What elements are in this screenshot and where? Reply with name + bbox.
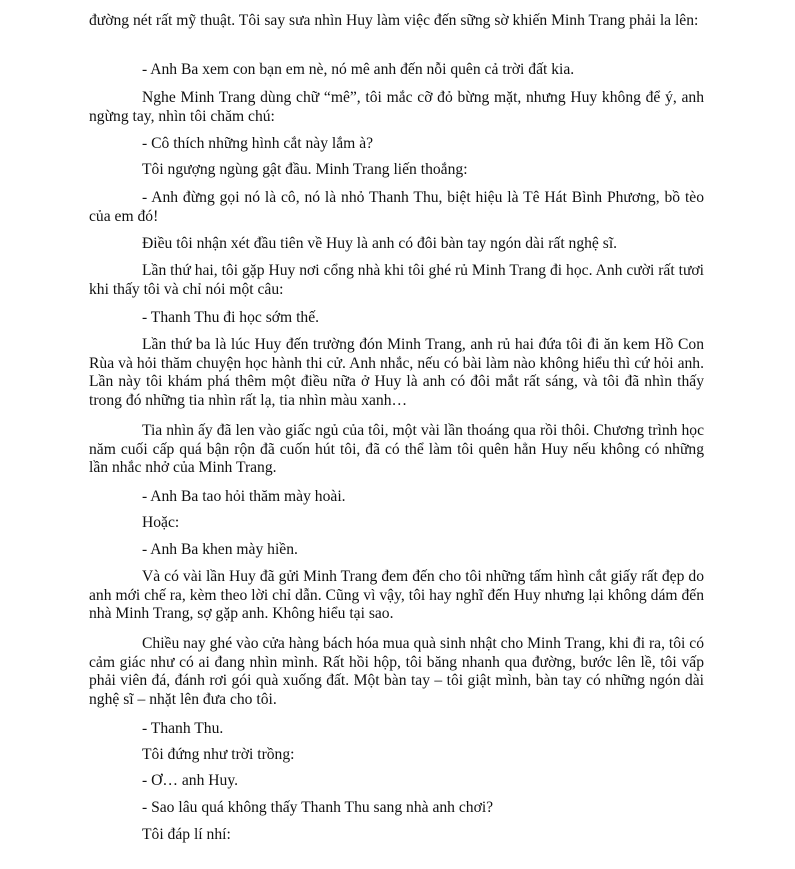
paragraph: Tôi ngượng ngùng gật đầu. Minh Trang liến thoắng: — [142, 161, 468, 178]
paragraph: Hoặc: — [142, 514, 180, 531]
dialogue-line: - Anh đừng gọi nó là cô, nó là nhỏ Thanh Thu, biệt hiệu là Tê Hát Bình Phương, bồ tèo của em đó! — [89, 189, 704, 225]
paragraph: Nghe Minh Trang dùng chữ “mê”, tôi mắc cỡ đỏ bừng mặt, nhưng Huy không để ý, anh ngừng tay, nhìn tôi chăm chú: — [89, 89, 704, 125]
paragraph: Lần thứ ba là lúc Huy đến trường đón Minh Trang, anh rủ hai đứa tôi đi ăn kem Hồ Con Rùa và hỏi thăm chuyện học hành thi cử. Anh nhắc, nếu có bài làm nào không hiểu thì cứ hỏi anh. Lần này tôi khám phá thêm một điều nữa ở Huy là anh có đôi mắt rất sáng, và tôi đã nhìn thấy trong đó những tia nhìn rất lạ, tia nhìn màu xanh… — [89, 336, 704, 409]
dialogue-line: - Anh Ba tao hỏi thăm mày hoài. — [142, 488, 346, 505]
dialogue-line: - Anh Ba khen mày hiền. — [142, 541, 298, 558]
dialogue-line: - Ơ… anh Huy. — [142, 772, 238, 789]
paragraph: Lần thứ hai, tôi gặp Huy nơi cổng nhà khi tôi ghé rủ Minh Trang đi học. Anh cười rất tươi khi thấy tôi và chỉ nói một câu: — [89, 262, 704, 298]
dialogue-line: - Thanh Thu. — [142, 720, 224, 737]
paragraph: Chiều nay ghé vào cửa hàng bách hóa mua quà sinh nhật cho Minh Trang, khi đi ra, tôi có cảm giác như có ai đang nhìn mình. Rất hồi hộp, tôi băng nhanh qua đường, bước lên lề, tôi vấp phải viên đá, đánh rơi gói quà xuống đất. Một bàn tay – tôi giật mình, bàn tay có những ngón dài nghệ sĩ – nhặt lên đưa cho tôi. — [89, 635, 704, 708]
dialogue-line: - Anh Ba xem con bạn em nè, nó mê anh đến nỗi quên cả trời đất kia. — [142, 61, 575, 78]
paragraph: Tôi đứng như trời trồng: — [142, 746, 295, 763]
paragraph: Và có vài lần Huy đã gửi Minh Trang đem đến cho tôi những tấm hình cắt giấy rất đẹp do anh mới chế ra, kèm theo lời chỉ dẫn. Cũng vì vậy, tôi hay nghĩ đến Huy nhưng lại không dám đến nhà Minh Trang, sợ gặp anh. Không hiểu tại sao. — [89, 568, 704, 623]
dialogue-line: - Thanh Thu đi học sớm thế. — [142, 309, 320, 326]
paragraph: đường nét rất mỹ thuật. Tôi say sưa nhìn Huy làm việc đến sững sờ khiến Minh Trang phải la lên: — [89, 12, 699, 29]
paragraph: Tôi đáp lí nhí: — [142, 826, 231, 843]
dialogue-line: - Sao lâu quá không thấy Thanh Thu sang nhà anh chơi? — [142, 799, 494, 816]
paragraph: Điều tôi nhận xét đầu tiên về Huy là anh có đôi bàn tay ngón dài rất nghệ sĩ. — [142, 235, 618, 252]
dialogue-line: - Cô thích những hình cắt này lắm à? — [142, 135, 374, 152]
paragraph: Tia nhìn ấy đã len vào giấc ngủ của tôi, một vài lần thoáng qua rồi thôi. Chương trình học năm cuối cấp quá bận rộn đã cuốn hút tôi, đã có thể làm tôi quên hẳn Huy nếu không có những lần nhắc nhở của Minh Trang. — [89, 422, 704, 477]
